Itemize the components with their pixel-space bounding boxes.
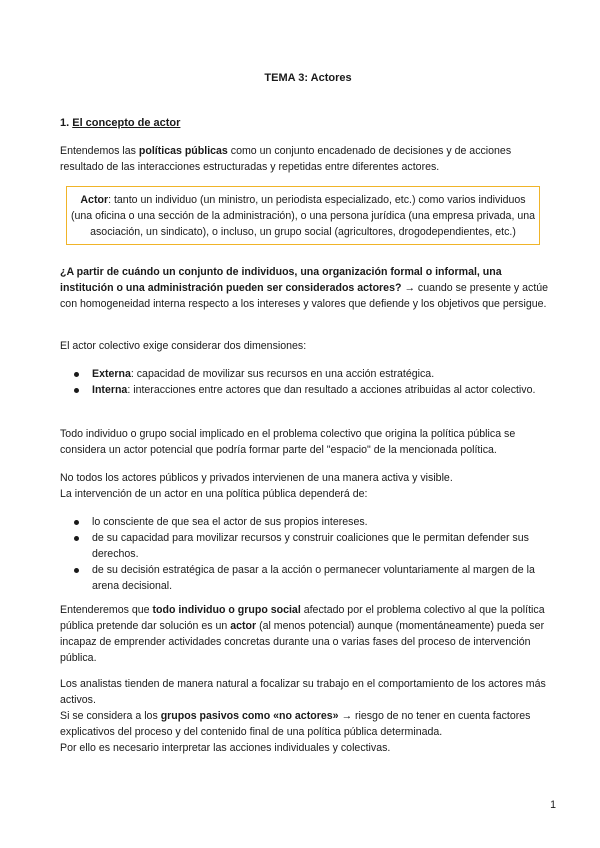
text-run: → riesgo de no tener en cuenta factores explicativos del proceso y del contenido final de una política pública determinada. — [60, 710, 531, 738]
bold-term: actor — [230, 620, 257, 632]
box-label: Actor — [80, 194, 109, 206]
dimension-text: : capacidad de movilizar sus recursos en una acción estratégica. — [130, 368, 435, 380]
paragraph-todo-individuo: Todo individuo o grupo social implicado en el problema colectivo que origina la política pública se considera un actor potencial que podría formar parte del "espacio" de la mencionada política. — [60, 428, 516, 456]
bullet-icon — [74, 372, 79, 377]
bullet-icon — [74, 568, 79, 573]
box-text: : tanto un individuo (un ministro, un periodista especializado, etc.) como varios individuos (una oficina o una sección de la administración), o una persona jurídica (una empresa privada, una asociación, un sindicato), o incluso, un grupo social (agricultores, drogodependientes, etc.) — [70, 194, 536, 238]
text-run: afectado por el problema colectivo al que la política pública pretende dar solución es un — [60, 604, 545, 632]
section-number: 1. — [60, 117, 73, 129]
bold-term: políticas públicas — [138, 145, 228, 157]
text-run: Si se considera a los — [60, 710, 161, 722]
list-item — [60, 514, 556, 530]
section-heading — [60, 115, 556, 131]
list-item-text: de su decisión estratégica de pasar a la acción o permanecer voluntariamente al margen de la arena decisional. — [92, 564, 535, 592]
paragraph-analistas: Los analistas tienden de manera natural a focalizar su trabajo en el comportamiento de los actores más activos. — [60, 678, 546, 706]
actor-definition-box — [66, 186, 540, 245]
list-item — [60, 530, 556, 562]
dimension-name: Externa — [92, 368, 131, 380]
dimensions-list — [60, 366, 556, 398]
list-item — [60, 562, 556, 594]
list-item-text: lo consciente de que sea el actor de sus propios intereses. — [92, 516, 368, 528]
list-item-text: de su capacidad para movilizar recursos y construir coaliciones que le permitan defender sus derechos. — [92, 532, 529, 560]
bold-term: grupos pasivos como «no actores» — [160, 710, 339, 722]
text-run: Entendemos las — [60, 145, 139, 157]
paragraph-entenderemos — [60, 602, 556, 666]
paragraph-grupos-pasivos — [60, 708, 556, 740]
paragraph-question — [60, 264, 556, 312]
bullet-icon — [74, 520, 79, 525]
dimension-text: : interacciones entre actores que dan resultado a acciones atribuidas al actor colectivo. — [127, 384, 536, 396]
dependencies-list — [60, 514, 556, 594]
paragraph-dimensions-intro: El actor colectivo exige considerar dos dimensiones: — [60, 340, 307, 352]
paragraph-por-ello: Por ello es necesario interpretar las acciones individuales y colectivas. — [60, 742, 391, 754]
dimension-name: Interna — [92, 384, 128, 396]
text-run: como un conjunto encadenado de decisiones y de acciones resultado de las interacciones estructuradas y repetidas entre diferentes actores. — [60, 145, 512, 173]
text-run: (al menos potencial) aunque (momentáneamente) pueda ser incapaz de emprender actividades concretas durante una o varias fases del proceso de intervención pública. — [60, 620, 545, 664]
list-item — [60, 382, 556, 398]
document-title: TEMA 3: Actores — [264, 72, 352, 84]
bold-term: todo individuo o grupo social — [152, 604, 301, 616]
section-title: El concepto de actor — [72, 117, 181, 129]
text-run: Entenderemos que — [60, 604, 153, 616]
bullet-icon — [74, 536, 79, 541]
bullet-icon — [74, 388, 79, 393]
paragraph-no-todos: No todos los actores públicos y privados intervienen de una manera activa y visible. — [60, 472, 453, 484]
question-bold: ¿A partir de cuándo un conjunto de individuos, una organización formal o informal, una institución o una administración pueden ser considerados actores? — [60, 266, 502, 294]
paragraph-intervencion: La intervención de un actor en una política pública dependerá de: — [60, 488, 368, 500]
page-number: 1 — [550, 799, 556, 811]
paragraph-politicas — [60, 143, 556, 175]
question-answer: → cuando se presente y actúe con homogeneidad interna respecto a los intereses y valores que defiende y los objetivos que persigue. — [60, 282, 549, 310]
list-item — [60, 366, 556, 382]
